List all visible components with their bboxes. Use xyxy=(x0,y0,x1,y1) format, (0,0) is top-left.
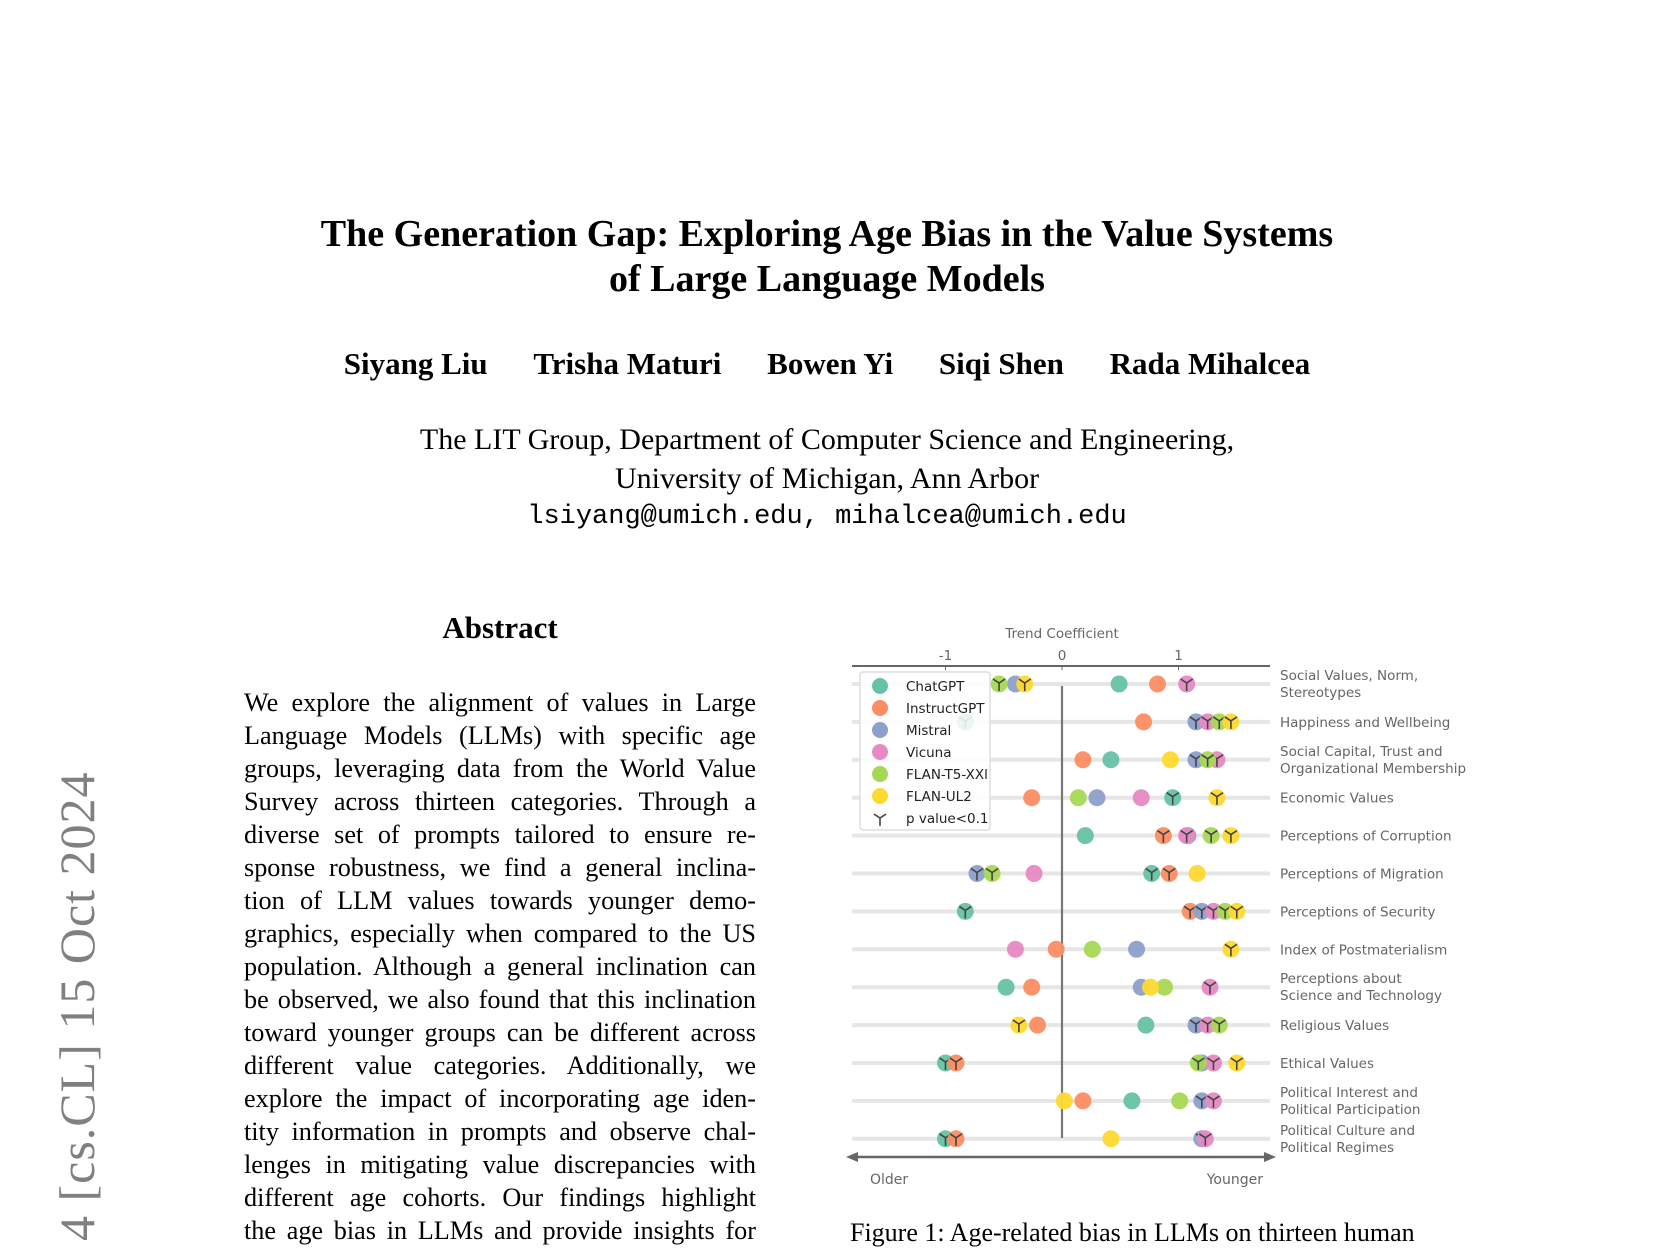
category-label: Social Capital, Trust and xyxy=(1280,743,1443,760)
category-label: Perceptions of Migration xyxy=(1280,866,1444,883)
category-label: Organizational Membership xyxy=(1280,760,1467,777)
dot-instructgpt xyxy=(1029,1017,1046,1034)
dot-chatgpt xyxy=(1123,1092,1140,1109)
data-point xyxy=(1142,979,1159,996)
author: Bowen Yi xyxy=(767,346,894,381)
data-point xyxy=(1162,751,1179,768)
abstract-line: different value categories. Additionally, we xyxy=(244,1051,756,1080)
legend-label: FLAN-UL2 xyxy=(906,789,972,805)
dot-chatgpt xyxy=(1137,1017,1154,1034)
abstract-heading: Abstract xyxy=(442,610,558,645)
dot-mistral xyxy=(1088,789,1105,806)
data-point xyxy=(1070,789,1087,806)
dot-flan-t5-xxl xyxy=(1084,941,1101,958)
abstract-line: sponse robustness, we find a general inclina- xyxy=(244,853,756,882)
data-point xyxy=(1029,1017,1046,1034)
data-point xyxy=(1102,1130,1119,1147)
data-point xyxy=(1155,827,1172,844)
x-tick-label: 0 xyxy=(1057,648,1067,664)
dot-chatgpt xyxy=(1111,676,1128,693)
dot-chatgpt xyxy=(998,979,1015,996)
category-label: Ethical Values xyxy=(1280,1056,1374,1072)
abstract-line: graphics, especially when compared to the US xyxy=(244,919,756,948)
legend-swatch-flan-t5-xxl xyxy=(872,766,888,782)
abstract-line: Survey across thirteen categories. Through a xyxy=(244,787,756,816)
abstract-line: tion of LLM values towards younger demo- xyxy=(244,886,756,915)
abstract-line: be observed, we also found that this inclination xyxy=(244,985,756,1014)
dot-flan-ul2 xyxy=(1102,1130,1119,1147)
data-point xyxy=(1197,1130,1214,1147)
author: Siyang Liu xyxy=(343,346,488,381)
dot-instructgpt xyxy=(1023,789,1040,806)
data-point xyxy=(1203,827,1220,844)
data-point xyxy=(1111,676,1128,693)
data-point xyxy=(1199,751,1216,768)
category-label: Happiness and Wellbeing xyxy=(1280,714,1451,731)
category-label: Political Culture and xyxy=(1280,1122,1416,1139)
data-point xyxy=(1077,827,1094,844)
data-point xyxy=(1190,1055,1207,1072)
title-line-2: of Large Language Models xyxy=(609,258,1045,300)
dot-flan-t5-xxl xyxy=(1070,789,1087,806)
data-point xyxy=(1128,941,1145,958)
data-point xyxy=(1056,1092,1073,1109)
data-point xyxy=(1074,751,1091,768)
data-point xyxy=(1023,789,1040,806)
legend-label: p value<0.1 xyxy=(906,811,989,827)
figure-caption: Figure 1: Age-related bias in LLMs on thirteen human xyxy=(850,1218,1415,1247)
data-point xyxy=(1208,789,1225,806)
data-point xyxy=(1205,1092,1222,1109)
category-label: Science and Technology xyxy=(1280,988,1442,1005)
data-point xyxy=(984,865,1001,882)
data-point xyxy=(1084,941,1101,958)
data-point xyxy=(1016,676,1033,693)
dot-instructgpt xyxy=(1074,1092,1091,1109)
abstract-line: toward younger groups can be different across xyxy=(244,1018,756,1047)
data-point xyxy=(1102,751,1119,768)
category-label: Economic Values xyxy=(1280,790,1394,807)
legend-swatch-vicuna xyxy=(872,744,888,760)
data-point xyxy=(1048,941,1065,958)
affiliation-line-2: University of Michigan, Ann Arbor xyxy=(614,462,1040,495)
category-label: Social Values, Norm, xyxy=(1280,668,1419,684)
x-axis-title: Trend Coefficient xyxy=(1005,626,1119,642)
category-label: Perceptions of Corruption xyxy=(1280,828,1452,845)
x-tick-label: 1 xyxy=(1174,648,1183,664)
dot-flan-ul2 xyxy=(1189,865,1206,882)
abstract-line: groups, leveraging data from the World Value xyxy=(244,754,756,783)
data-point xyxy=(1171,1092,1188,1109)
abstract-line: different age cohorts. Our findings highlight xyxy=(244,1183,756,1212)
data-point xyxy=(1222,827,1239,844)
abstract-line: the age bias in LLMs and provide insights for xyxy=(244,1216,756,1245)
legend-swatch-chatgpt xyxy=(872,678,888,694)
data-point xyxy=(947,1055,964,1072)
data-point xyxy=(1211,1017,1228,1034)
data-point xyxy=(1178,676,1195,693)
arrow-left-icon xyxy=(846,1152,858,1162)
legend-swatch-flan-ul2 xyxy=(872,788,888,804)
dot-instructgpt xyxy=(1135,713,1152,730)
dot-vicuna xyxy=(1026,865,1043,882)
data-point xyxy=(1143,865,1160,882)
data-point xyxy=(1201,979,1218,996)
x-tick-label: -1 xyxy=(938,648,953,664)
dot-flan-ul2 xyxy=(1162,751,1179,768)
data-point xyxy=(1026,865,1043,882)
legend-label: InstructGPT xyxy=(906,701,985,717)
data-point xyxy=(1133,789,1150,806)
category-label: Stereotypes xyxy=(1280,685,1362,701)
data-point xyxy=(998,979,1015,996)
data-point xyxy=(1137,1017,1154,1034)
data-point xyxy=(957,903,974,920)
abstract-line: tity information in prompts and observe chal- xyxy=(244,1117,756,1146)
abstract-line: diverse set of prompts tailored to ensure re- xyxy=(244,820,756,849)
author: Rada Mihalcea xyxy=(1109,346,1311,381)
affiliation-line-1: The LIT Group, Department of Computer Science and Engineering, xyxy=(419,423,1235,456)
abstract-line: Language Models (LLMs) with specific age xyxy=(244,721,756,750)
author-emails: lsiyang@umich.edu, mihalcea@umich.edu xyxy=(527,502,1127,532)
data-point xyxy=(1161,865,1178,882)
dot-instructgpt xyxy=(1023,979,1040,996)
data-point xyxy=(947,1130,964,1147)
dot-chatgpt xyxy=(1077,827,1094,844)
data-point xyxy=(1164,789,1181,806)
data-point xyxy=(1088,789,1105,806)
arxiv-margin-stamp: 4 [cs.CL] 15 Oct 2024 xyxy=(49,771,105,1241)
data-point xyxy=(1023,979,1040,996)
dot-instructgpt xyxy=(1048,941,1065,958)
dot-flan-ul2 xyxy=(1056,1092,1073,1109)
author: Siqi Shen xyxy=(938,346,1064,381)
dot-vicuna xyxy=(1133,789,1150,806)
category-label: Political Participation xyxy=(1280,1101,1421,1118)
legend-swatch-mistral xyxy=(872,722,888,738)
data-point xyxy=(1074,1092,1091,1109)
dot-vicuna xyxy=(1007,941,1024,958)
author: Trisha Maturi xyxy=(533,346,722,381)
older-label: Older xyxy=(870,1172,909,1188)
dot-mistral xyxy=(1128,941,1145,958)
data-point xyxy=(1178,827,1195,844)
data-point xyxy=(1010,1017,1027,1034)
younger-label: Younger xyxy=(1206,1172,1263,1188)
legend-label: ChatGPT xyxy=(906,679,965,695)
data-point xyxy=(1205,1055,1222,1072)
dot-flan-ul2 xyxy=(1142,979,1159,996)
category-label: Perceptions about xyxy=(1280,971,1402,988)
data-point xyxy=(1228,1055,1245,1072)
data-point xyxy=(1222,713,1239,730)
legend-swatch-instructgpt xyxy=(872,700,888,716)
category-label: Index of Postmaterialism xyxy=(1280,942,1448,959)
data-point xyxy=(1135,713,1152,730)
dot-instructgpt xyxy=(1149,676,1166,693)
data-point xyxy=(991,676,1008,693)
legend-label: Vicuna xyxy=(906,745,952,761)
abstract-line: We explore the alignment of values in Large xyxy=(244,688,756,717)
data-point xyxy=(1222,941,1239,958)
dot-chatgpt xyxy=(1102,751,1119,768)
abstract-line: explore the impact of incorporating age iden- xyxy=(244,1084,756,1113)
legend-label: Mistral xyxy=(906,723,952,739)
data-point xyxy=(1189,865,1206,882)
abstract-line: population. Although a general inclination can xyxy=(244,952,756,981)
data-point xyxy=(1123,1092,1140,1109)
category-label: Religious Values xyxy=(1280,1018,1390,1035)
legend-label: FLAN-T5-XXl xyxy=(906,767,988,783)
data-point xyxy=(1149,676,1166,693)
category-label: Political Regimes xyxy=(1280,1139,1395,1156)
abstract-line: lenges in mitigating value discrepancies with xyxy=(244,1150,756,1179)
arrow-right-icon xyxy=(1264,1152,1276,1162)
data-point xyxy=(1007,941,1024,958)
data-point xyxy=(968,865,985,882)
dot-flan-t5-xxl xyxy=(1171,1092,1188,1109)
dot-instructgpt xyxy=(1074,751,1091,768)
data-point xyxy=(1228,903,1245,920)
category-label: Political Interest and xyxy=(1280,1084,1418,1101)
title-line-1: The Generation Gap: Exploring Age Bias in the Value Systems xyxy=(320,213,1334,255)
category-label: Perceptions of Security xyxy=(1280,904,1436,921)
